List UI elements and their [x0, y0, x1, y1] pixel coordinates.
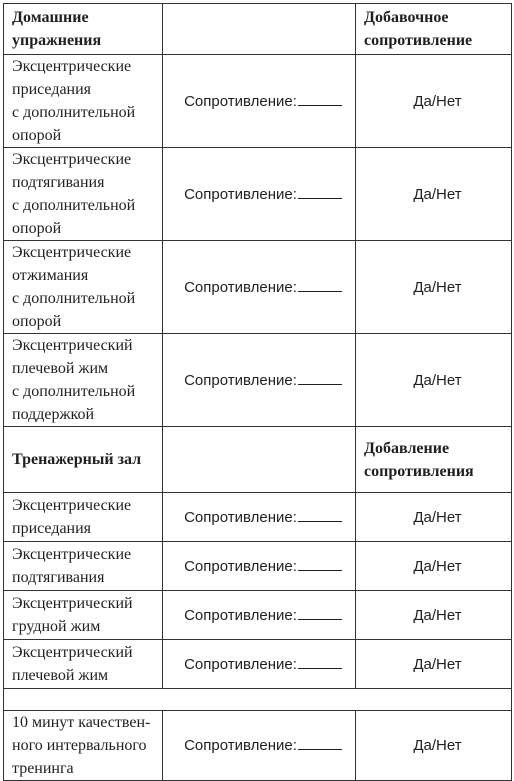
exercise-name — [4, 591, 163, 640]
table-row — [4, 334, 512, 427]
table-row — [4, 542, 512, 591]
exercise-name-line: опорой — [12, 313, 62, 330]
table-row — [4, 591, 512, 640]
exercise-name-line: Эксцентрические — [12, 497, 132, 514]
resistance-label: Сопротивление: — [184, 278, 297, 296]
resistance-cell[interactable] — [163, 591, 356, 640]
resistance-blank-line[interactable] — [298, 605, 342, 620]
gym-section-title — [4, 427, 163, 493]
yes-no-option[interactable]: Да/Нет — [413, 737, 462, 754]
exercise-name-line: Эксцентрические — [12, 58, 132, 75]
home-section-title-line: Домашние — [12, 9, 89, 26]
exercise-name-line: Эксцентрический — [12, 595, 133, 612]
yes-no-option[interactable]: Да/Нет — [413, 557, 462, 575]
gym-section-header-empty — [163, 427, 356, 493]
yes-no-cell[interactable] — [356, 148, 512, 241]
exercise-name-line: опорой — [12, 127, 62, 144]
exercise-name-line: подтягивания — [12, 569, 105, 586]
workout-table — [3, 3, 512, 781]
exercise-name-line: с дополнительной — [12, 197, 136, 214]
exercise-name — [4, 542, 163, 591]
exercise-name — [4, 640, 163, 689]
spacer-row — [4, 689, 512, 711]
table-row — [4, 640, 512, 689]
exercise-name-line: Эксцентрический — [12, 337, 133, 354]
table-row — [4, 148, 512, 241]
resistance-label: Сопротивление: — [184, 92, 297, 110]
exercise-name — [4, 334, 163, 427]
yes-no-option[interactable]: Да/Нет — [413, 371, 462, 389]
resistance-cell[interactable] — [163, 542, 356, 591]
exercise-name — [4, 148, 163, 241]
exercise-name-line: поддержкой — [12, 406, 95, 423]
exercise-name-line: плечевой жим — [12, 667, 109, 684]
table-row — [4, 241, 512, 334]
resistance-label: Сопротивление: — [184, 737, 297, 754]
gym-section-title-line: Тренажерный зал — [12, 451, 142, 468]
exercise-name-line: тренинга — [12, 760, 74, 777]
yes-no-cell[interactable] — [356, 55, 512, 148]
resistance-blank-line[interactable] — [298, 184, 342, 199]
home-section-title — [4, 4, 163, 55]
home-section-header-empty — [163, 4, 356, 55]
exercise-name — [4, 241, 163, 334]
exercise-name-line: подтягивания — [12, 174, 105, 191]
resistance-cell[interactable] — [163, 241, 356, 334]
exercise-name-line: Эксцентрические — [12, 546, 132, 563]
resistance-label: Сопротивление: — [184, 606, 297, 624]
yes-no-cell[interactable] — [356, 542, 512, 591]
resistance-cell[interactable] — [163, 493, 356, 542]
yes-no-option[interactable]: Да/Нет — [413, 606, 462, 624]
interval-row — [4, 711, 512, 781]
resistance-blank-line[interactable] — [298, 277, 342, 292]
exercise-name-line: опорой — [12, 220, 62, 237]
resistance-blank-line[interactable] — [298, 735, 342, 750]
resistance-blank-line[interactable] — [298, 370, 342, 385]
resistance-label: Сопротивление: — [184, 371, 297, 389]
exercise-name-line: приседания — [12, 520, 92, 537]
extra-resistance-header-line: Добавление — [364, 439, 450, 457]
home-section-title-line: упражнения — [12, 32, 102, 49]
yes-no-option[interactable]: Да/Нет — [413, 92, 462, 110]
yes-no-cell[interactable] — [356, 591, 512, 640]
yes-no-cell[interactable] — [356, 241, 512, 334]
exercise-name-line: отжимания — [12, 267, 89, 284]
resistance-blank-line[interactable] — [298, 507, 342, 522]
gym-section-extra-resistance-header — [356, 427, 512, 493]
gym-section-header-row — [4, 427, 512, 493]
exercise-name-line: плечевой жим — [12, 360, 109, 377]
exercise-name-line: Эксцентрические — [12, 151, 132, 168]
resistance-label: Сопротивление: — [184, 185, 297, 203]
yes-no-option[interactable]: Да/Нет — [413, 508, 462, 526]
exercise-name-line: с дополнительной — [12, 104, 136, 121]
workout-table-sheet — [3, 3, 512, 781]
exercise-name-line: с дополнительной — [12, 290, 136, 307]
resistance-cell[interactable] — [163, 55, 356, 148]
exercise-name-line: грудной жим — [12, 618, 101, 635]
home-section-header-row — [4, 4, 512, 55]
resistance-blank-line[interactable] — [298, 654, 342, 669]
yes-no-cell[interactable] — [356, 640, 512, 689]
exercise-name-line: Эксцентрические — [12, 244, 132, 261]
resistance-cell[interactable] — [163, 148, 356, 241]
extra-resistance-header-line: сопротивление — [364, 32, 473, 49]
yes-no-option[interactable]: Да/Нет — [413, 185, 462, 203]
table-row — [4, 55, 512, 148]
resistance-label: Сопротивление: — [184, 655, 297, 673]
exercise-name — [4, 711, 163, 781]
extra-resistance-header-line: сопротивления — [364, 462, 474, 480]
exercise-name — [4, 493, 163, 542]
resistance-cell[interactable] — [163, 711, 356, 781]
exercise-name-line: ного интервального — [12, 737, 147, 754]
extra-resistance-header-line: Добавочное — [364, 9, 449, 26]
yes-no-option[interactable]: Да/Нет — [413, 655, 462, 673]
resistance-blank-line[interactable] — [298, 91, 342, 106]
yes-no-option[interactable]: Да/Нет — [413, 278, 462, 296]
exercise-name — [4, 55, 163, 148]
yes-no-cell[interactable] — [356, 493, 512, 542]
resistance-cell[interactable] — [163, 334, 356, 427]
exercise-name-line: приседания — [12, 81, 92, 98]
yes-no-cell[interactable] — [356, 711, 512, 781]
resistance-label: Сопротивление: — [184, 508, 297, 526]
table-row — [4, 493, 512, 542]
yes-no-cell[interactable] — [356, 334, 512, 427]
resistance-label: Сопротивление: — [184, 557, 297, 575]
spacer-cell — [4, 689, 512, 711]
home-section-extra-resistance-header — [356, 4, 512, 55]
exercise-name-line: Эксцентрический — [12, 644, 133, 661]
exercise-name-line: 10 минут качествен- — [12, 714, 151, 731]
resistance-blank-line[interactable] — [298, 556, 342, 571]
exercise-name-line: с дополнительной — [12, 383, 136, 400]
resistance-cell[interactable] — [163, 640, 356, 689]
